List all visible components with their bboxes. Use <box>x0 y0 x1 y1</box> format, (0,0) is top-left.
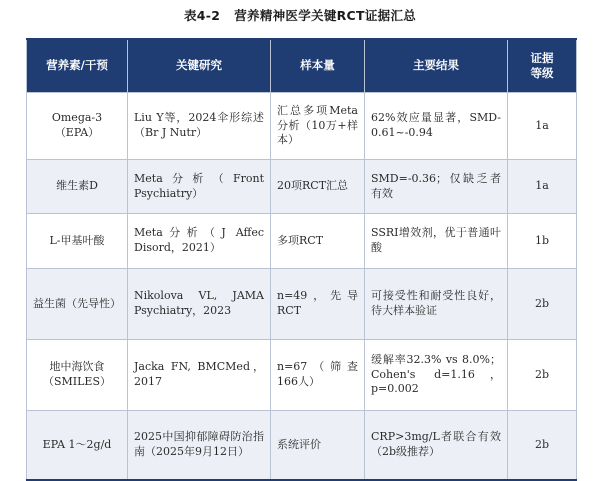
cell-sample: n=49，先导RCT <box>271 269 365 340</box>
cell-study: Meta分析（J Affec Disord，2021） <box>128 214 271 269</box>
header-grade <box>508 39 577 93</box>
cell-sample: 系统评价 <box>271 411 365 481</box>
cell-nutrient: L-甲基叶酸 <box>27 214 128 269</box>
cell-nutrient: Omega-3 （EPA） <box>27 93 128 160</box>
cell-grade: 2b <box>508 411 577 481</box>
header-nutrient: 营养素/干预 <box>27 39 128 93</box>
cell-sample: 汇总多项Meta分析（10万+样本） <box>271 93 365 160</box>
cell-nutrient: 益生菌（先导性） <box>27 269 128 340</box>
header-result: 主要结果 <box>365 39 508 93</box>
cell-study: Jacka FN, BMCMed，2017 <box>128 340 271 411</box>
table-row <box>27 269 577 340</box>
table-row <box>27 214 577 269</box>
table-row <box>27 160 577 214</box>
cell-grade: 1a <box>508 93 577 160</box>
table-row <box>27 411 577 481</box>
cell-study: Liu Y等，2024伞形综述（Br J Nutr） <box>128 93 271 160</box>
table-caption <box>0 6 600 24</box>
table-header-row <box>27 39 577 93</box>
cell-sample: 多项RCT <box>271 214 365 269</box>
cell-nutrient: 地中海饮食 （SMILES） <box>27 340 128 411</box>
cell-study: Meta分析（Front Psychiatry） <box>128 160 271 214</box>
header-study: 关键研究 <box>128 39 271 93</box>
table-number: 表4-2 <box>183 8 221 23</box>
header-grade-line1: 证据 <box>530 51 554 66</box>
cell-nutrient: EPA 1～2g/d <box>27 411 128 481</box>
cell-grade: 1a <box>508 160 577 214</box>
header-sample: 样本量 <box>271 39 365 93</box>
cell-result: 62%效应量显著，SMD-0.61~-0.94 <box>365 93 508 160</box>
cell-result: SMD=-0.36；仅缺乏者有效 <box>365 160 508 214</box>
table-title: 营养精神医学关键RCT证据汇总 <box>234 8 417 23</box>
cell-sample: 20项RCT汇总 <box>271 160 365 214</box>
cell-grade: 2b <box>508 269 577 340</box>
cell-result: SSRI增效剂，优于普通叶酸 <box>365 214 508 269</box>
table-row <box>27 340 577 411</box>
evidence-table <box>26 38 577 481</box>
cell-grade: 1b <box>508 214 577 269</box>
cell-study: Nikolova VL, JAMA Psychiatry，2023 <box>128 269 271 340</box>
header-grade-line2: 等级 <box>530 66 554 80</box>
cell-grade: 2b <box>508 340 577 411</box>
table-row <box>27 93 577 160</box>
table-body <box>27 93 577 481</box>
cell-result: 缓解率32.3% vs 8.0%；Cohen's d=1.16，p=0.002 <box>365 340 508 411</box>
cell-result: CRP>3mg/L者联合有效（2b级推荐） <box>365 411 508 481</box>
cell-sample: n=67（筛查166人） <box>271 340 365 411</box>
cell-result: 可接受性和耐受性良好，待大样本验证 <box>365 269 508 340</box>
cell-nutrient: 维生素D <box>27 160 128 214</box>
cell-study: 2025中国抑郁障碍防治指南（2025年9月12日） <box>128 411 271 481</box>
